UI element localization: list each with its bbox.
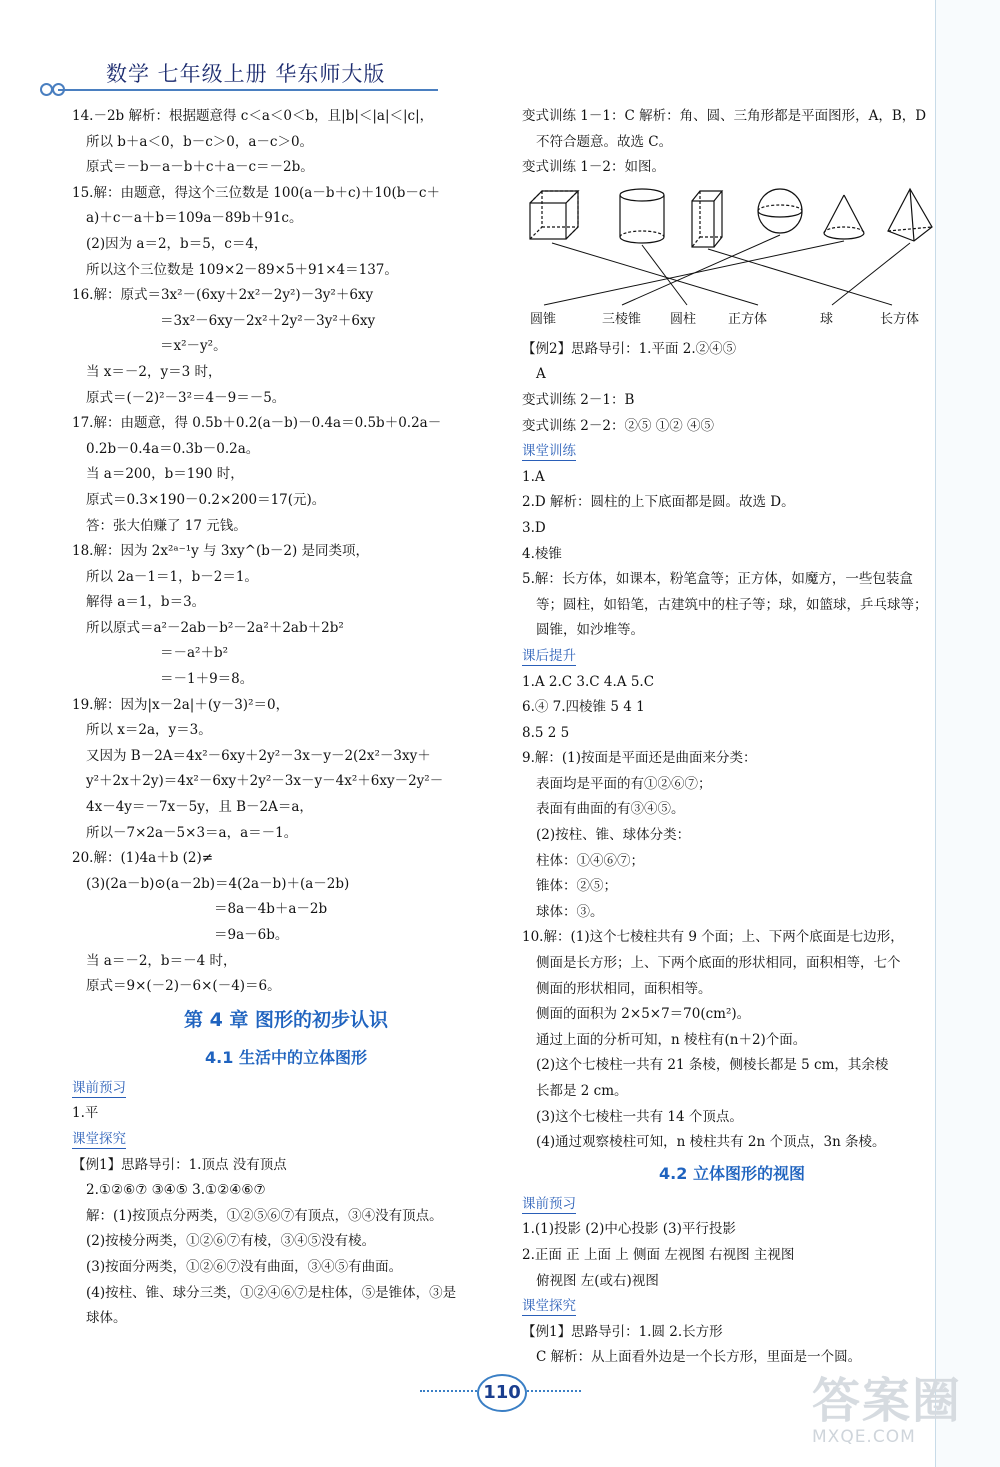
text-line: 10.解：(1)这个七棱柱共有 9 个面；上、下两个底面是七边形， (522, 929, 904, 946)
text-line: 1.A 2.C 3.C 4.A 5.C (522, 673, 655, 690)
solid-label: 圆锥 (530, 311, 557, 327)
text-line: (2)按棱分两类，①②⑥⑦有棱，③④⑤没有棱。 (86, 1233, 376, 1250)
section-heading-row (522, 439, 942, 465)
text-line: 长都是 2 cm。 (536, 1083, 628, 1099)
text-line: C 解析：从上面看外边是一个长方形，里面是一个圆。 (536, 1349, 862, 1366)
solid-label: 长方体 (880, 311, 920, 327)
text-line: 不符合题意。故选 C。 (536, 133, 673, 150)
text-line: 变式训练 1－2：如图。 (522, 159, 665, 176)
text-line: 1.(1)投影 (2)中心投影 (3)平行投影 (522, 1221, 736, 1238)
text-line: ＝3x²－6xy－2x²＋2y²－3y²＋6xy (160, 312, 376, 329)
text-line: 19.解：因为|x－2a|＋(y－3)²＝0， (72, 696, 290, 713)
page-edge-strip (935, 0, 1000, 1467)
text-line: (4)通过观察棱柱可知，n 棱柱共有 2n 个顶点，3n 条棱。 (536, 1134, 886, 1151)
solid-matching-diagram (522, 185, 942, 333)
text-line: 6.④ 7.四棱锥 5 4 1 (522, 699, 645, 716)
text-line: 9.解：(1)按面是平面还是曲面来分类： (522, 750, 757, 767)
section-heading-row (522, 644, 942, 670)
running-header (40, 58, 440, 98)
text-line: 当 x＝－2，y＝3 时， (86, 363, 222, 380)
text-line: 侧面是长方形；上、下两个底面的形状相同，面积相等，七个 (536, 955, 901, 972)
watermark-url: MXQE.COM (812, 1427, 916, 1447)
text-line: 2.①②⑥⑦ ③④⑤ 3.①②④⑥⑦ (86, 1182, 266, 1199)
section-heading: 课堂探究 (522, 1298, 576, 1315)
text-line: 所以原式＝a²－2ab－b²－2a²＋2ab＋2b² (86, 619, 344, 636)
section-title-4-1: 4.1 生活中的立体图形 (205, 1047, 367, 1067)
text-line: 通过上面的分析可知，n 棱柱有(n＋2)个面。 (536, 1031, 807, 1048)
text-line: 表面均是平面的有①②⑥⑦； (536, 775, 712, 792)
text-line: 又因为 B－2A＝4x²－6xy＋2y²－3x－y－2(2x²－3xy＋ (86, 747, 431, 764)
section-heading: 课堂探究 (72, 1130, 126, 1147)
section-heading: 课堂训练 (522, 443, 576, 460)
text-line: 等；圆柱，如铅笔，古建筑中的柱子等；球，如篮球，乒乓球等； (536, 596, 928, 613)
text-line: 变式训练 1－1：C 解析：角、圆、三角形都是平面图形，A，B，D (522, 108, 927, 124)
page-number-dots (527, 1390, 581, 1392)
section-heading-row (72, 1076, 500, 1102)
text-line: ＝8a－4b＋a－2b (214, 901, 328, 918)
text-line: 所以 b＋a＜0，b－c＞0，a－c＞0。 (86, 133, 314, 150)
text-line: ＝－1＋9＝8。 (160, 671, 254, 688)
text-line: 侧面的形状相同，面积相等。 (536, 980, 712, 997)
text-line: 1.平 (72, 1105, 99, 1122)
solids-svg (522, 185, 942, 333)
text-line: (2)这个七棱柱一共有 21 条棱，侧棱长都是 5 cm，其余棱 (536, 1057, 889, 1074)
text-line: 2.D 解析：圆柱的上下底面都是圆。故选 D。 (522, 494, 795, 511)
cube-icon (530, 191, 578, 239)
text-line: 原式＝0.3×190－0.2×200＝17(元)。 (86, 491, 326, 508)
text-line: 1.A (522, 468, 545, 485)
text-line: 【例2】思路导引：1.平面 2.②④⑤ (522, 340, 737, 357)
cone-icon (824, 195, 864, 239)
pyramid-icon (888, 189, 932, 241)
text-line: ＝9a－6b。 (214, 927, 289, 943)
cylinder-icon (620, 189, 664, 243)
header-rule (58, 89, 438, 91)
text-line: 球体。 (86, 1310, 127, 1327)
text-line: 原式＝－b－a－b＋c＋a－c＝－2b。 (86, 159, 314, 176)
text-line: 变式训练 2－1：B (522, 391, 635, 408)
text-line: 锥体：②⑤； (536, 878, 617, 895)
section-title-4-2: 4.2 立体图形的视图 (659, 1163, 805, 1183)
section-heading: 课前预习 (72, 1079, 126, 1096)
text-line: 圆锥，如沙堆等。 (536, 622, 644, 639)
text-line: 5.解：长方体，如课本，粉笔盒等；正方体，如魔方，一些包装盒 (522, 571, 913, 588)
section-heading: 课后提升 (522, 647, 576, 664)
text-line: 变式训练 2－2：②⑤ ①② ④⑤ (522, 417, 715, 434)
text-line: 0.2b－0.4a＝0.3b－0.2a。 (86, 440, 260, 457)
text-line: 14.－2b 解析：根据题意得 c＜a＜0＜b，且|b|＜|a|＜|c|， (72, 108, 434, 124)
text-line: 原式＝9×(－2)－6×(－4)＝6。 (86, 978, 281, 995)
text-line: 18.解：因为 2x²ᵃ⁻¹y 与 3xy^(b－2) 是同类项， (72, 543, 370, 560)
text-line: 所以－7×2a－5×3＝a，a＝－1。 (86, 824, 298, 841)
text-line: (3)(2a－b)⊙(a－2b)＝4(2a－b)＋(a－2b) (86, 875, 350, 892)
text-line: a)＋c－a＋b＝109a－89b＋91c。 (86, 210, 303, 227)
text-line: (4)按柱、锥、球分三类，①②④⑥⑦是柱体，⑤是锥体，③是 (86, 1284, 457, 1301)
matching-lines (544, 235, 910, 305)
right-column (522, 104, 942, 1371)
text-line: 解得 a＝1，b＝3。 (86, 594, 206, 611)
text-line: 16.解：原式＝3x²－(6xy＋2x²－2y²)－3y²＋6xy (72, 287, 374, 304)
text-line: (3)按面分两类，①②⑥⑦没有曲面，③④⑤有曲面。 (86, 1258, 403, 1275)
text-line: 8.5 2 5 (522, 724, 570, 741)
text-line: 解：(1)按顶点分两类，①②⑤⑥⑦有顶点，③④没有顶点。 (86, 1207, 443, 1224)
book-title: 数学 七年级上册 华东师大版 (106, 62, 386, 86)
text-line: 17.解：由题意，得 0.5b＋0.2(a－b)－0.4a＝0.5b＋0.2a－ (72, 415, 442, 432)
section-heading-row (522, 1192, 942, 1218)
text-line: ＝－a²＋b² (160, 645, 229, 662)
text-line: 15.解：由题意，得这个三位数是 100(a－b＋c)＋10(b－c＋ (72, 184, 440, 201)
page-number: 110 (477, 1374, 527, 1412)
page-number-badge (420, 1372, 580, 1412)
watermark (812, 1375, 982, 1455)
text-line: (2)因为 a＝2，b＝5，c＝4， (86, 235, 268, 252)
left-column (72, 104, 500, 1332)
text-line: 4x－4y＝－7x－5y，且 B－2A＝a， (86, 799, 313, 816)
text-line: 所以 2a－1＝1，b－2＝1。 (86, 568, 258, 585)
text-line: 4.棱锥 (522, 545, 562, 562)
text-line: 3.D (522, 519, 546, 536)
text-line: 柱体：①④⑥⑦； (536, 852, 644, 869)
text-line: 答：张大伯赚了 17 元钱。 (86, 517, 247, 534)
text-line: 所以 x＝2a，y＝3。 (86, 722, 212, 739)
text-line: 俯视图 左(或右)视图 (536, 1272, 659, 1289)
watermark-logo: 答案圈 (812, 1373, 963, 1429)
text-line: 当 a＝200，b＝190 时， (86, 466, 244, 483)
text-line: y²＋2x＋2y)＝4x²－6xy＋2y²－3x－y－4x²＋6xy－2y²－ (86, 773, 444, 790)
section-heading: 课前预习 (522, 1195, 576, 1212)
text-line: A (536, 366, 546, 383)
text-line: (3)这个七棱柱一共有 14 个顶点。 (536, 1108, 743, 1125)
solid-label: 三棱锥 (602, 311, 642, 327)
chapter-title: 第 4 章 图形的初步认识 (183, 1008, 389, 1031)
text-line: 当 a＝－2，b＝－4 时， (86, 952, 237, 969)
section-heading-row (72, 1127, 500, 1153)
text-line: 【例1】思路导引：1.圆 2.长方形 (522, 1323, 723, 1340)
section-heading-row (522, 1294, 942, 1320)
text-line: 所以这个三位数是 109×2－89×5＋91×4＝137。 (86, 261, 398, 278)
solid-label: 正方体 (728, 311, 768, 327)
sphere-icon (758, 189, 802, 233)
text-line: (2)按柱、锥、球体分类： (536, 827, 691, 844)
text-line: 【例1】思路导引：1.顶点 没有顶点 (72, 1156, 287, 1173)
cuboid-icon (692, 191, 722, 247)
solid-label: 球 (820, 311, 834, 327)
text-line: 20.解：(1)4a＋b (2)≠ (72, 850, 214, 867)
text-line: 2.正面 正 上面 上 侧面 左视图 右视图 主视图 (522, 1246, 795, 1263)
solid-label: 圆柱 (670, 311, 697, 327)
text-line: 原式＝(－2)²－3²＝4－9＝－5。 (86, 389, 286, 406)
text-line: 球体：③。 (536, 903, 604, 920)
text-line: 表面有曲面的有③④⑤。 (536, 801, 685, 818)
text-line: ＝x²－y²。 (160, 338, 227, 355)
text-line: 侧面的面积为 2×5×7＝70(cm²)。 (536, 1006, 751, 1023)
